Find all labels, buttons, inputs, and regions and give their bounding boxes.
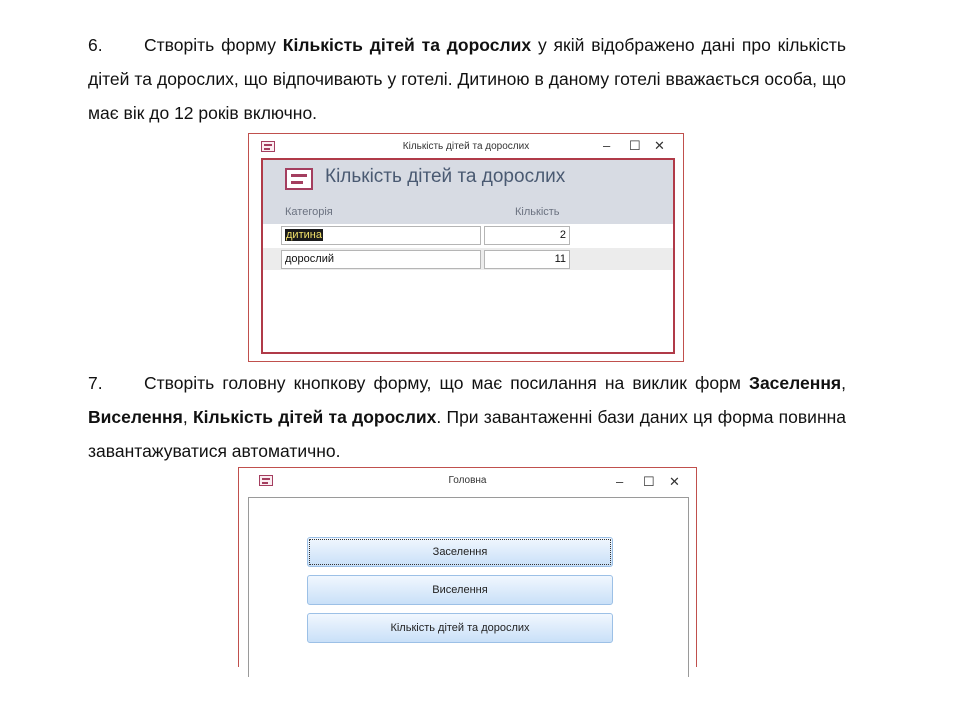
- category-field[interactable]: [281, 226, 481, 245]
- window-title: Головна: [448, 475, 487, 486]
- task-6-text-before: Створіть форму: [144, 35, 283, 55]
- task-6-text-after: у якій відображено дані про кількість дітей та дорослих, що відпочивають у готелі. Дитиною в даному готелі вважається особа, що має вік до 12 років включно.: [88, 35, 846, 123]
- task-7-text-1: Створіть головну кнопкову форму, що має посилання на виклик форм: [144, 373, 749, 393]
- check-in-button[interactable]: Заселення: [307, 537, 613, 567]
- window-titlebar: [239, 468, 696, 494]
- task-7-paragraph: [88, 366, 846, 468]
- column-header-category: Категорія: [285, 206, 333, 218]
- window-title: Кількість дітей та дорослих: [402, 141, 530, 152]
- window-titlebar: [249, 134, 683, 160]
- count-field[interactable]: 11: [484, 250, 570, 269]
- task-7-number: 7.: [88, 373, 103, 393]
- category-value: дитина: [286, 229, 322, 241]
- column-header-count: Кількість: [515, 206, 560, 218]
- task-7-bold-3: Кількість дітей та дорослих: [192, 407, 437, 427]
- task-7-bold-1: Заселення: [748, 373, 842, 393]
- task-7-bold-2: Виселення: [88, 407, 183, 427]
- category-field[interactable]: дорослий: [281, 250, 481, 269]
- maximize-icon[interactable]: ☐: [629, 138, 641, 153]
- form-icon: [285, 168, 313, 190]
- task-6-paragraph: [88, 28, 846, 130]
- minimize-icon[interactable]: –: [616, 474, 624, 489]
- task-6-number: 6.: [88, 35, 103, 55]
- maximize-icon[interactable]: ☐: [643, 474, 655, 489]
- table-row: [263, 248, 673, 270]
- children-adults-button[interactable]: Кількість дітей та дорослих: [307, 613, 613, 643]
- form-header-title: Кількість дітей та дорослих: [325, 166, 566, 187]
- count-field[interactable]: 2: [484, 226, 570, 245]
- main-form-window: [238, 467, 697, 667]
- close-icon[interactable]: ✕: [669, 474, 680, 489]
- close-icon[interactable]: ✕: [654, 138, 665, 153]
- table-row: [263, 224, 673, 246]
- task-7-sep-1: ,: [841, 373, 846, 393]
- check-out-button[interactable]: Виселення: [307, 575, 613, 605]
- task-7-sep-2: ,: [182, 407, 193, 427]
- form-body: [248, 497, 689, 677]
- form-header: [263, 160, 673, 224]
- task-7-text-2: . При завантаженні бази даних ця форма повинна завантажуватися автоматично.: [88, 407, 846, 461]
- minimize-icon[interactable]: –: [603, 138, 611, 153]
- task-6-bold-name: Кількість дітей та дорослих: [282, 35, 532, 55]
- children-adults-form-window: [248, 133, 684, 362]
- form-body: [261, 158, 675, 354]
